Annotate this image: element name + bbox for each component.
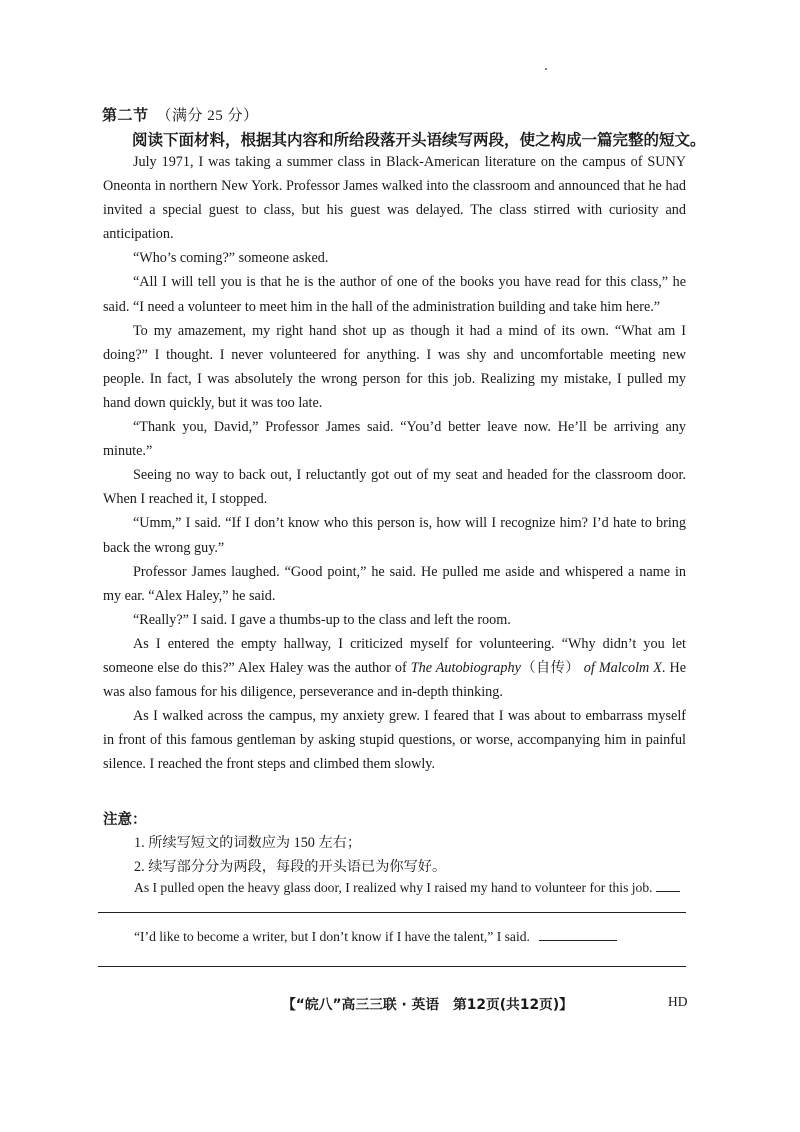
section-heading (102, 104, 259, 125)
passage-paragraph: Professor James laughed. “Good point,” he said. He pulled me aside and whispered a name in my ear. “Alex Haley,” he said. (103, 563, 686, 604)
passage-paragraph: To my amazement, my right hand shot up as though it had a mind of its own. “What am I doing?” I thought. I never volunteered for anything. I was shy and uncomfortable meeting new people. In fact, I was absolutely the wrong person for this job. Realizing my mistake, I pulled my hand down quickly, but it was too late. (103, 322, 686, 411)
passage-paragraph: “Thank you, David,” Professor James said. “You’d better leave now. He’ll be arriving any minute.” (103, 419, 686, 460)
note-item: 1. 所续写短文的词数应为 150 左右； (134, 835, 362, 851)
section-title: 第二节 (102, 108, 149, 124)
passage-paragraph: “Who’s coming?” someone asked. (133, 250, 329, 267)
note-item: 2. 续写部分分为两段，每段的开头语已为你写好。 (134, 859, 447, 875)
passage-paragraph: As I walked across the campus, my anxiety grew. I feared that I was about to embarrass myself in front of this famous gentleman by asking stupid questions, or worse, accompanying him in painful silence. I reached the front steps and climbed them slowly. (103, 708, 686, 773)
paragraph-starter-1 (134, 880, 680, 896)
answer-line[interactable] (98, 912, 686, 913)
book-title-subject: of Malcolm X (579, 659, 662, 676)
paragraph-text: As I entered the empty hallway, I criticized myself for volunteering. “Why didn’t you let someone else do this?” Alex Haley was the author of (103, 635, 686, 676)
starter-text: “I’d like to become a writer, but I don’t know if I have the talent,” I said. (134, 929, 530, 944)
book-title-gloss: （自传） (520, 659, 580, 676)
answer-blank[interactable] (656, 891, 680, 892)
passage-paragraph: Seeing no way to back out, I reluctantly got out of my seat and headed for the classroom door. When I reached it, I stopped. (103, 467, 686, 508)
book-title: The Autobiography (410, 659, 521, 676)
passage-paragraph: “Umm,” I said. “If I don’t know who this person is, how will I recognize him? I’d hate to bring back the wrong guy.” (103, 515, 686, 556)
answer-line[interactable] (98, 966, 686, 967)
footer-code: HD (668, 994, 688, 1009)
scan-speck (545, 68, 547, 70)
passage-paragraph: July 1971, I was taking a summer class in Black-American literature on the campus of SUNY Oneonta in northern New York. Professor James walked into the classroom and announced that he had invited a special guest to class, but his guest was delayed. The class stirred with curiosity and anticipation. (103, 154, 686, 243)
page-footer: 【“皖八”高三三联 · 英语 第12页(共12页)】 (282, 997, 573, 1013)
reading-passage (103, 150, 686, 776)
passage-paragraph: “Really?” I said. I gave a thumbs-up to the class and left the room. (133, 611, 511, 628)
task-instruction: 阅读下面材料，根据其内容和所给段落开头语续写两段，使之构成一篇完整的短文。 (132, 132, 706, 149)
paragraph-text: . He was also famous for his diligence, perseverance and in-depth thinking. (103, 659, 686, 701)
paragraph-starter-2 (134, 929, 617, 945)
section-score: （满分 25 分） (156, 108, 259, 124)
answer-blank[interactable] (539, 940, 617, 941)
passage-paragraph (103, 632, 686, 704)
notes-title: 注意： (103, 812, 147, 828)
starter-text: As I pulled open the heavy glass door, I realized why I raised my hand to volunteer for this job. (134, 880, 653, 895)
passage-paragraph: “All I will tell you is that he is the author of one of the books you have read for this class,” he said. “I need a volunteer to meet him in the hall of the administration building and take him here.” (103, 274, 686, 315)
